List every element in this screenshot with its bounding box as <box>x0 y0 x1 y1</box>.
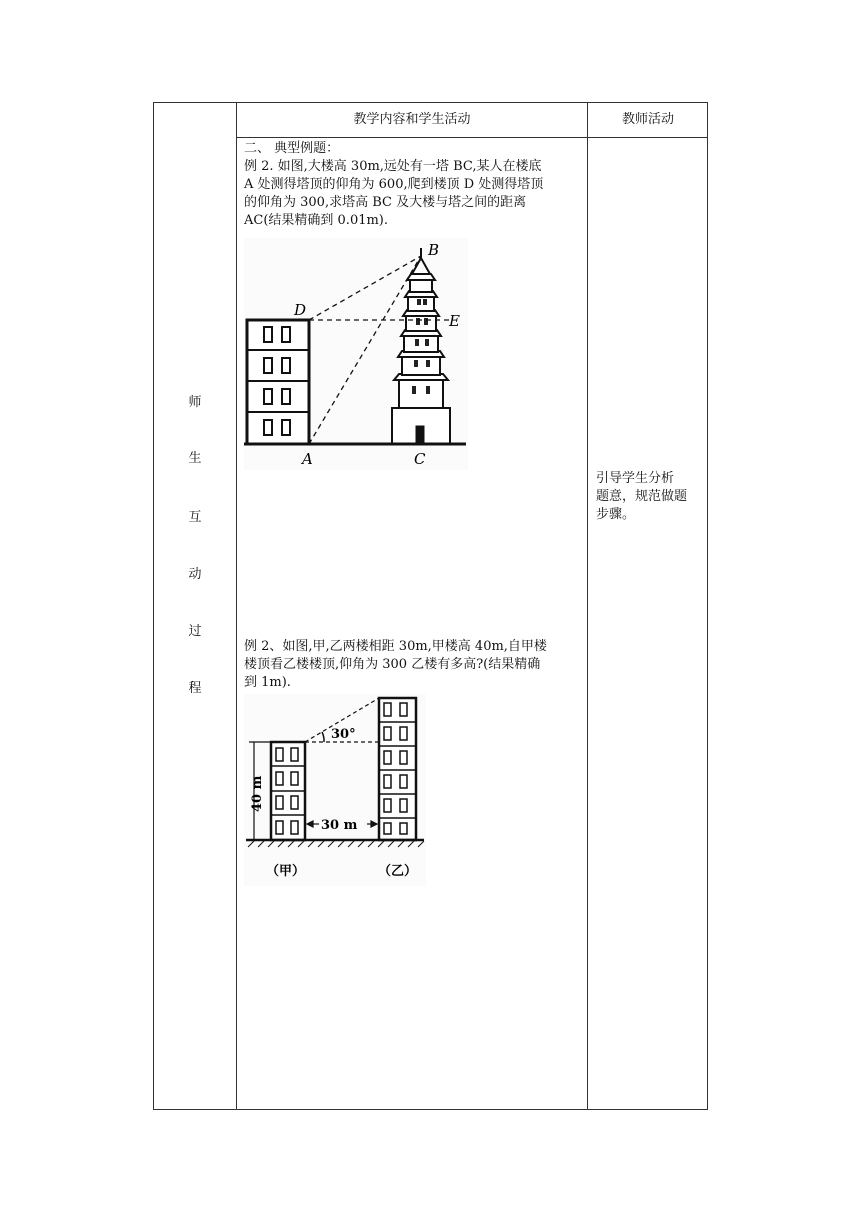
example2-line: 楼顶看乙楼楼顶,仰角为 300 乙楼有多高?(结果精确 <box>244 657 541 672</box>
side-label-char: 过 <box>188 624 202 639</box>
example1-line: AC(结果精确到 0.01m). <box>244 213 389 228</box>
side-label-char: 生 <box>188 451 202 466</box>
tower-figure <box>244 238 468 470</box>
label-b: B <box>428 241 440 259</box>
column-divider-1 <box>236 103 237 1109</box>
side-label-char: 师 <box>188 395 202 410</box>
label-a: A <box>302 450 313 468</box>
teacher-note-line: 题意，规范做题 <box>596 489 688 504</box>
side-label-char: 动 <box>188 567 202 582</box>
header-content-column: 教学内容和学生活动 <box>353 112 471 127</box>
side-label-char: 程 <box>188 681 202 696</box>
left-building <box>271 742 305 840</box>
example1-line: A 处测得塔顶的仰角为 600,爬到楼顶 D 处测得塔顶 <box>244 177 544 192</box>
tall-building <box>247 320 309 444</box>
label-c: C <box>414 450 426 468</box>
teacher-note-line: 引导学生分析 <box>596 471 675 486</box>
example1-line: 例 2. 如图,大楼高 30m,远处有一塔 BC,某人在楼底 <box>244 159 542 174</box>
section-title: 二、 典型例题： <box>244 141 340 156</box>
example1-line: 的仰角为 300,求塔高 BC 及大楼与塔之间的距离 <box>244 195 527 210</box>
right-building <box>379 698 416 840</box>
example2-line: 例 2、如图,甲,乙两楼相距 30m,甲楼高 40m,自甲楼 <box>244 639 547 654</box>
height-label: 40 m <box>250 775 265 812</box>
teacher-note-line: 步骤。 <box>596 507 636 522</box>
side-label-char: 互 <box>188 510 202 525</box>
label-e: E <box>449 312 460 330</box>
teacher-note <box>596 470 706 524</box>
buildings-figure <box>244 694 426 886</box>
angle-label: 30° <box>331 727 356 742</box>
label-d: D <box>294 301 307 319</box>
distance-label: 30 m <box>321 818 358 833</box>
header-teacher-column: 教师活动 <box>621 112 674 127</box>
header-divider <box>236 137 707 138</box>
right-building-label: （乙） <box>378 864 418 879</box>
left-building-label: （甲） <box>266 864 306 879</box>
example2-line: 到 1m). <box>244 675 291 690</box>
example2-text <box>244 638 584 692</box>
column-divider-2 <box>587 103 588 1109</box>
example1-text <box>244 140 584 230</box>
